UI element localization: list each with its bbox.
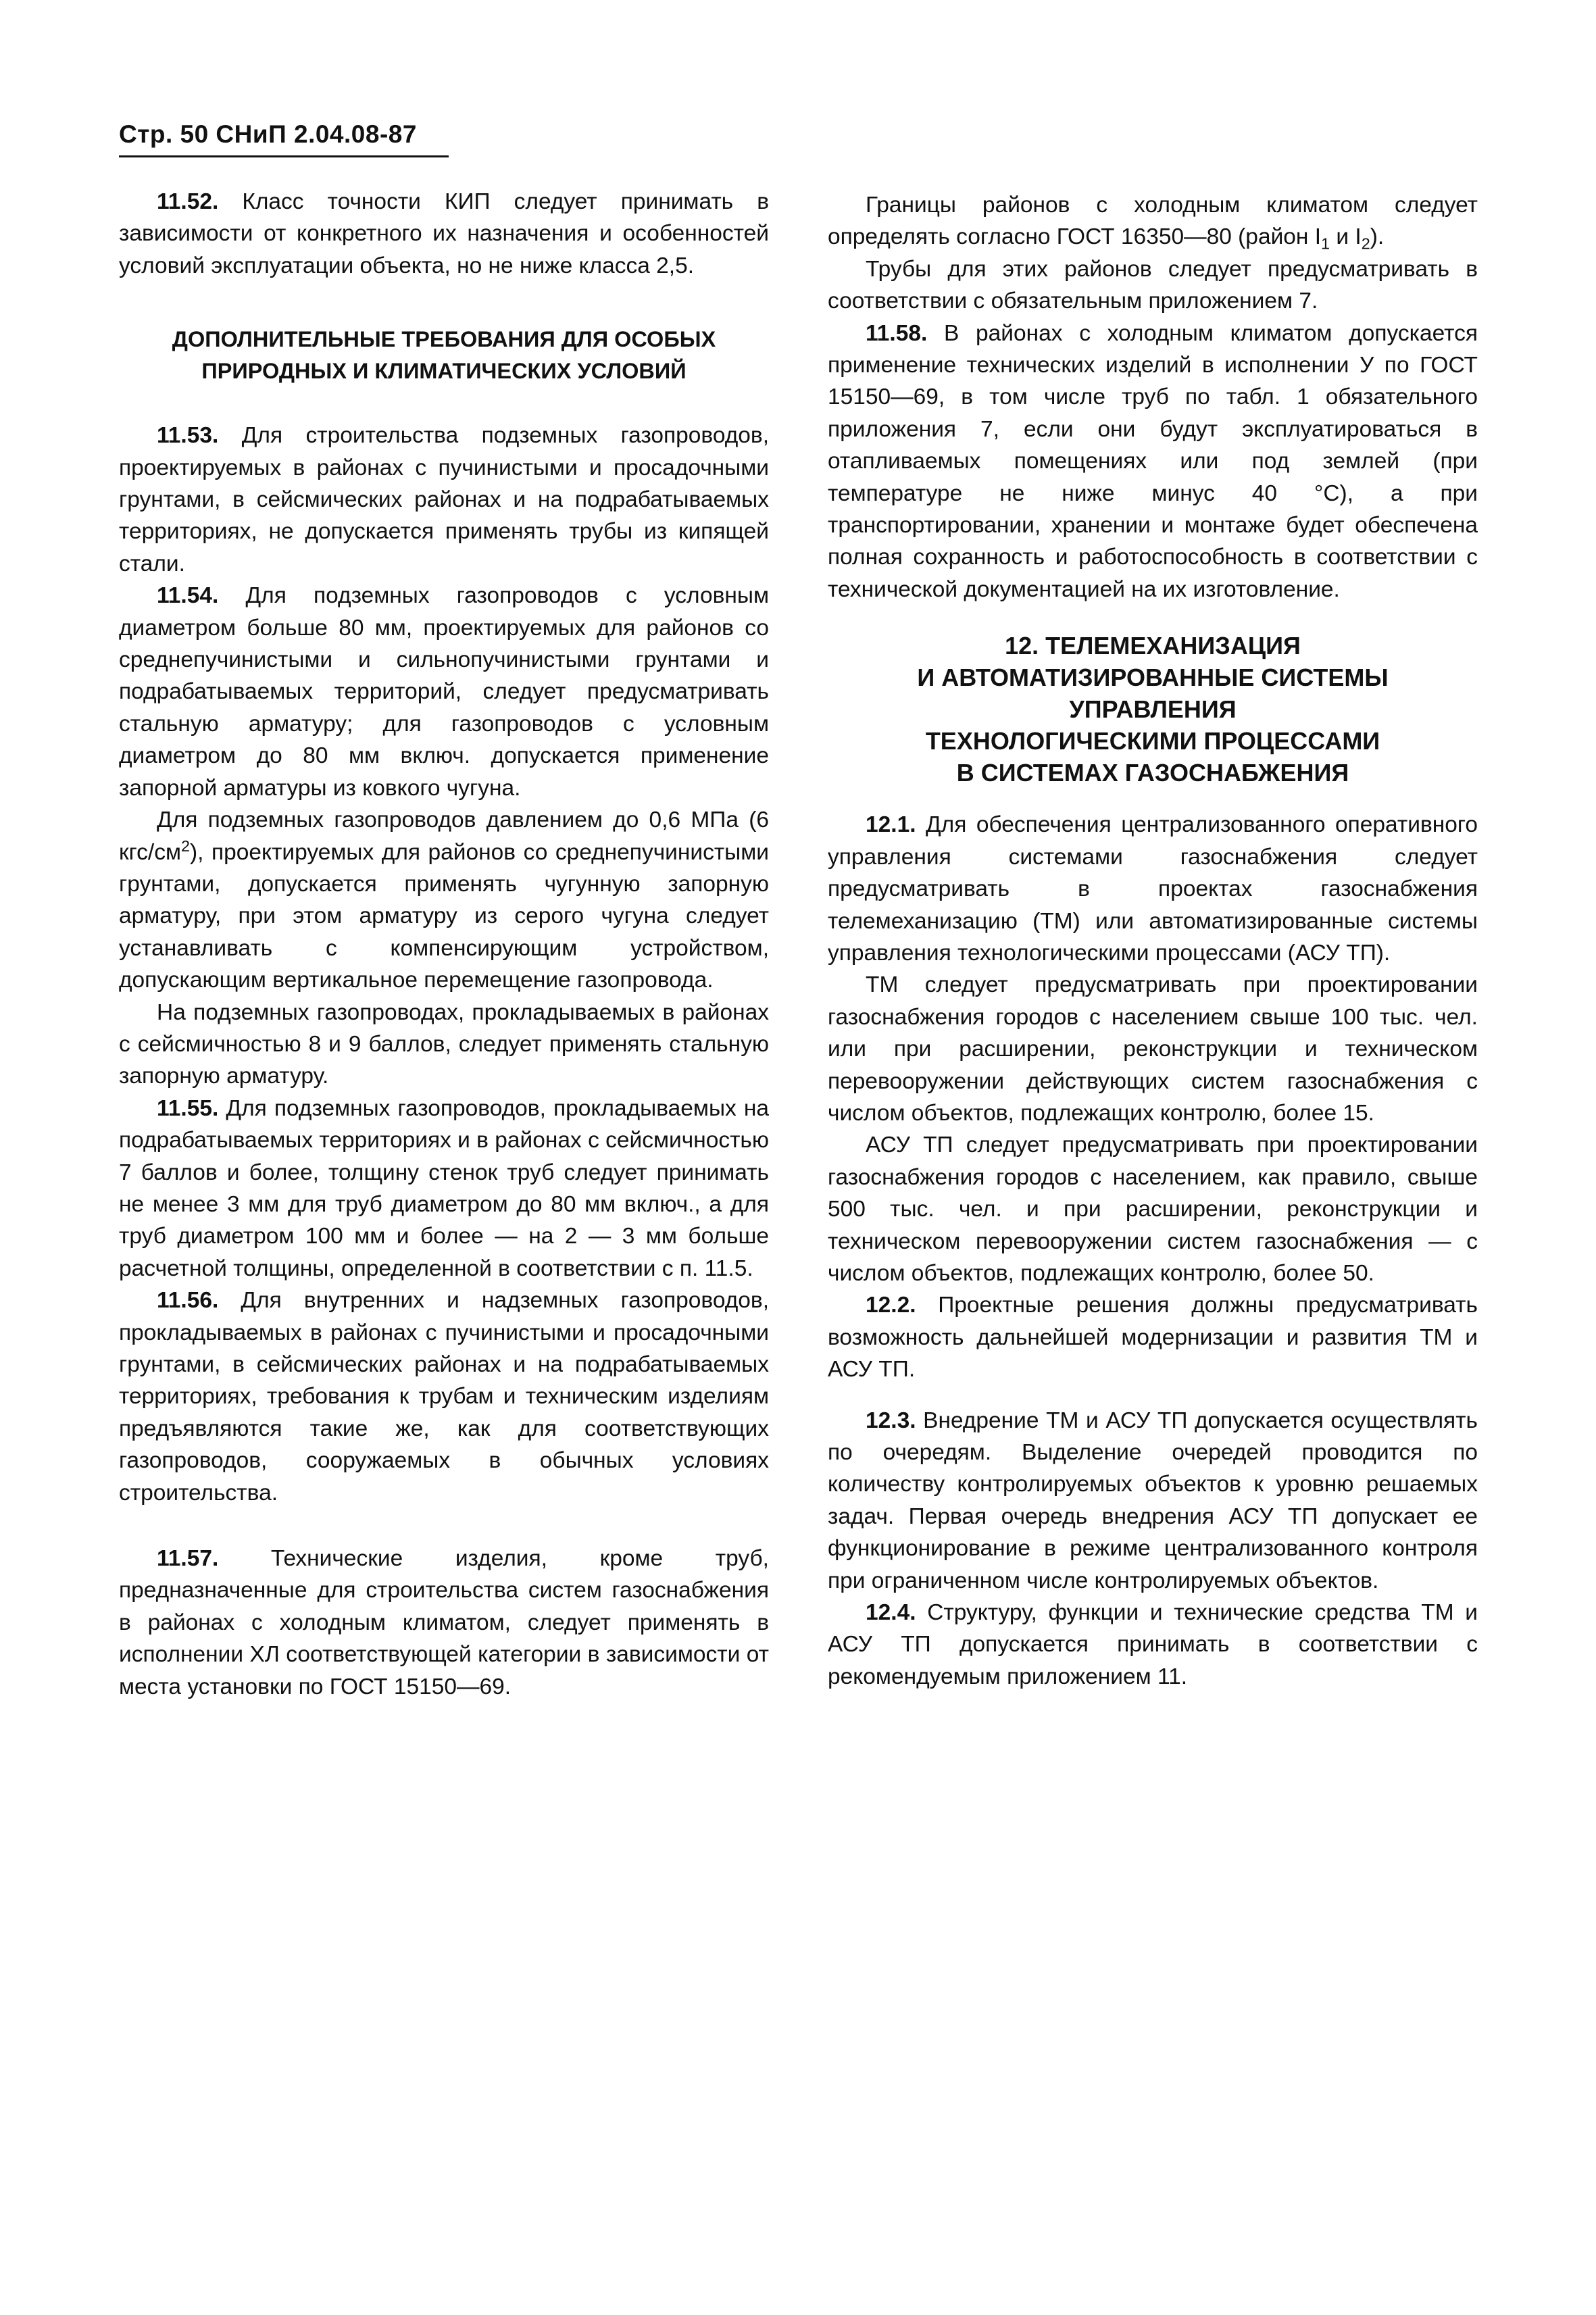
section-title-line: И АВТОМАТИЗИРОВАННЫЕ СИСТЕМЫ: [917, 664, 1389, 692]
subscript: 1: [1321, 235, 1330, 253]
clause-number: 11.54.: [157, 583, 219, 609]
paragraph-12-1-asu: АСУ ТП следует предусматривать при проектировании газоснабжения городов с населением, как правило, свыше 500 тыс. чел. и при расширении, реконструкции и техническом перевооружении систем газоснабжения — с числом объектов, подлежащих контролю, более 50.: [828, 1132, 1478, 1286]
paragraph-pipes-cold: Трубы для этих районов следует предусматривать в соответствии с обязательным приложением 7.: [828, 256, 1478, 314]
paragraph-text: Внедрение ТМ и АСУ ТП допускается осуществлять по очередям. Выделение очередей проводится по количеству контролируемых объектов к уровню решаемых задач. Первая очередь внедрения АСУ ТП допускает ее функционирование в режиме централизованного контроля при ограниченном числе контролируемых объектов.: [828, 1408, 1478, 1593]
paragraph-text: Для строительства подземных газопроводов, проектируемых в районах с пучинистыми и просадочными грунтами, в сейсмических районах и на подрабатываемых территориях, не допускается применять трубы из кипящей стали.: [119, 423, 769, 576]
subscript: 2: [1361, 235, 1370, 253]
section-title-line: УПРАВЛЕНИЯ: [1069, 695, 1237, 724]
paragraph-12-3: [828, 1405, 1478, 1597]
clause-number: 12.4.: [866, 1600, 916, 1626]
paragraph-text: Для обеспечения централизованного оперативного управления системами газоснабжения следует предусматривать в проектах газоснабжения телемеханизацию (ТМ) или автоматизированные системы управления технологическими процессами (АСУ ТП).: [828, 812, 1478, 966]
left-column: [119, 186, 769, 1703]
section-title-line: ТЕХНОЛОГИЧЕСКИМИ ПРОЦЕССАМИ: [925, 727, 1380, 755]
page-header: Стр. 50 СНиП 2.04.08-87: [119, 120, 417, 148]
clause-number: 12.3.: [866, 1408, 916, 1433]
paragraph-text: В районах с холодным климатом допускается применение технических изделий в исполнении У по ГОСТ 15150—69, в том числе труб по табл. 1 обязательного приложения 7, если они будут эксплуатироваться в отапливаемых помещениях или под землей (при температуре не ниже минус 40 °С), а при транспортировании, хранении и монтаже будет обеспечена полная сохранность и работоспособность в соответствии с технической документацией на их изготовление.: [828, 320, 1478, 602]
paragraph-cold-climate-bounds: [828, 189, 1478, 253]
clause-number: 11.58.: [866, 320, 928, 346]
paragraph-text: Для внутренних и надземных газопроводов, прокладываемых в районах с пучинистыми и просадочными грунтами, в сейсмических районах и на подрабатываемых территориях, требования к трубам и техническим изделиям предъявляются такие же, как для соответствующих газопроводов, сооружаемых в обычных условиях строительства.: [119, 1288, 769, 1505]
paragraph-11-54: [119, 580, 769, 804]
paragraph-text: Для подземных газопроводов давлением до 0,6 МПа (6 кгс/см: [119, 807, 769, 865]
paragraph-11-57: [119, 1543, 769, 1703]
paragraph-11-54-seismic: На подземных газопроводах, прокладываемых в районах с сейсмичностью 8 и 9 баллов, следует применять стальную запорную арматуру.: [119, 999, 769, 1089]
paragraph-text: Для подземных газопроводов, прокладываемых на подрабатываемых территориях и в районах с сейсмичностью 7 баллов и более, толщину стенок труб следует принимать не менее 3 мм для труб диаметром до 80 мм включ., а для труб диаметром 100 мм и более — на 2 — 3 мм больше расчетной толщины, определенной в соответствии с п. 11.5.: [119, 1095, 769, 1281]
paragraph-text: Структуру, функции и технические средства ТМ и АСУ ТП допускается принимать в соответствии с рекомендуемым приложением 11.: [828, 1600, 1478, 1689]
clause-number: 11.53.: [157, 423, 219, 449]
subsection-heading-line: ПРИРОДНЫХ И КЛИМАТИЧЕСКИХ УСЛОВИЙ: [201, 359, 687, 384]
paragraph-text: Класс точности КИП следует принимать в зависимости от конкретного их назначения и особенностей условий эксплуатации объекта, но не ниже класса 2,5.: [119, 189, 769, 278]
subsection-heading: [119, 324, 769, 387]
paragraph-11-58: [828, 318, 1478, 606]
paragraph-11-55: [119, 1093, 769, 1285]
paragraph-text: Для подземных газопроводов с условным диаметром больше 80 мм, проектируемых для районов со среднепучинистыми и сильнопучинистыми грунтами и подрабатываемых территорий, следует предусматривать стальную арматуру; для газопроводов с условным диаметром до 80 мм включ. допускается применение запорной арматуры из ковкого чугуна.: [119, 583, 769, 801]
clause-number: 11.52.: [157, 189, 219, 214]
spacer: [119, 1509, 769, 1543]
paragraph-11-54-pressure: [119, 804, 769, 996]
clause-number: 12.2.: [866, 1293, 916, 1318]
paragraph-text: и I: [1330, 224, 1362, 250]
paragraph-12-2: [828, 1289, 1478, 1385]
header-rule: [119, 155, 449, 157]
paragraph-12-1-tm: ТМ следует предусматривать при проектировании газоснабжения городов с населением свыше 100 тыс. чел. или при расширении, реконструкции и техническом перевооружении действующих систем газоснабжения с числом объектов, подлежащих контролю, более 15.: [828, 972, 1478, 1126]
paragraph-text: Технические изделия, кроме труб, предназначенные для строительства систем газоснабжения в районах с холодным климатом, следует применять в исполнении ХЛ соответствующей категории в зависимости от места установки по ГОСТ 15150—69.: [119, 1546, 769, 1699]
section-title: [828, 630, 1478, 789]
clause-number: 12.1.: [866, 812, 916, 838]
paragraph-text: Границы районов с холодным климатом следует определять согласно ГОСТ 16350—80 (район I: [828, 193, 1478, 250]
clause-number: 11.56.: [157, 1288, 219, 1314]
paragraph-text: ), проектируемых для районов со среднепучинистыми грунтами, допускается применять чугунную запорную арматуру, при этом арматуру из серого чугуна следует устанавливать с компенсирующим устройством, допускающим вертикальное перемещение газопровода.: [119, 839, 769, 993]
spacer: [828, 1386, 1478, 1405]
paragraph-12-4: [828, 1597, 1478, 1693]
paragraph-text: Проектные решения должны предусматривать возможность дальнейшей модернизации и развития ТМ и АСУ ТП.: [828, 1293, 1478, 1383]
clause-number: 11.55.: [157, 1095, 219, 1121]
paragraph-11-56: [119, 1285, 769, 1509]
paragraph-11-53: [119, 420, 769, 580]
section-title-line: В СИСТЕМАХ ГАЗОСНАБЖЕНИЯ: [956, 759, 1349, 787]
paragraph-12-1: [828, 809, 1478, 969]
superscript: 2: [180, 837, 191, 855]
section-title-line: 12. ТЕЛЕМЕХАНИЗАЦИЯ: [1005, 632, 1301, 660]
subsection-heading-line: ДОПОЛНИТЕЛЬНЫЕ ТРЕБОВАНИЯ ДЛЯ ОСОБЫХ: [172, 327, 716, 352]
paragraph-11-52: [119, 186, 769, 282]
clause-number: 11.57.: [157, 1546, 219, 1572]
paragraph-text: ).: [1370, 224, 1385, 250]
right-column: [828, 189, 1478, 1693]
